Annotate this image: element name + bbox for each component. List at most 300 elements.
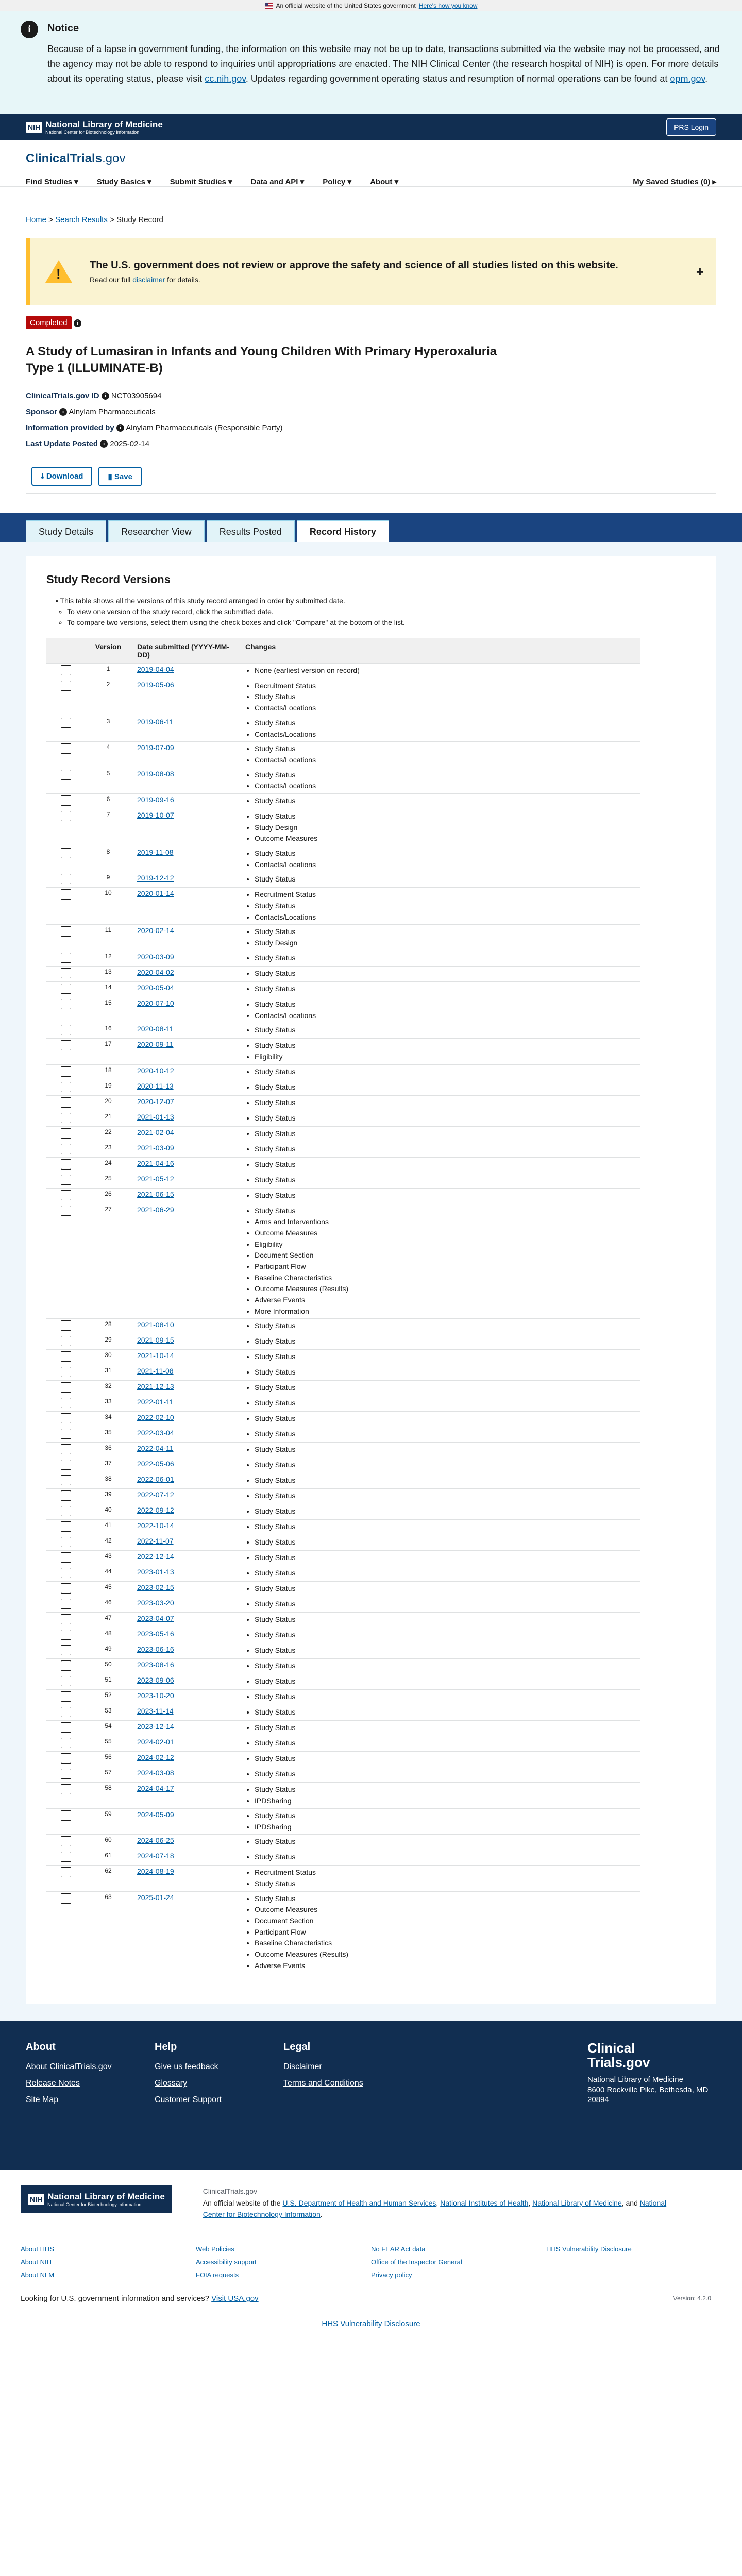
version-checkbox[interactable] xyxy=(61,1722,71,1733)
table-row xyxy=(46,1551,640,1566)
version-checkbox[interactable] xyxy=(61,1367,71,1377)
changes-list xyxy=(255,665,637,676)
table-row xyxy=(46,1427,640,1443)
table-row xyxy=(46,1319,640,1334)
version-checkbox[interactable] xyxy=(61,1784,71,1794)
footer-link-disclaimer[interactable]: Disclaimer xyxy=(283,2062,322,2072)
version-checkbox[interactable] xyxy=(61,1645,71,1655)
table-row xyxy=(46,1126,640,1142)
version-checkbox[interactable] xyxy=(61,1025,71,1035)
table-row xyxy=(46,1173,640,1188)
version-checkbox[interactable] xyxy=(61,1175,71,1185)
version-checkbox[interactable] xyxy=(61,874,71,884)
change-item: • Study Status xyxy=(255,1460,637,1471)
version-checkbox[interactable] xyxy=(61,795,71,806)
version-date-link[interactable]: 2024-05-09 xyxy=(137,1810,174,1819)
version-checkbox[interactable] xyxy=(61,1206,71,1216)
version-date-link[interactable]: 2020-07-10 xyxy=(137,998,174,1007)
study-id: NCT03905694 xyxy=(111,391,162,400)
version-date-link[interactable]: 2021-12-13 xyxy=(137,1382,174,1391)
version-date-link[interactable]: 2020-12-07 xyxy=(137,1097,174,1106)
nav-policy[interactable]: Policy ▾ xyxy=(323,178,352,187)
version-number: 14 xyxy=(82,981,134,997)
change-item: • Document Section xyxy=(255,1916,637,1927)
table-row xyxy=(46,1412,640,1427)
version-date-link[interactable]: 2020-04-02 xyxy=(137,968,174,976)
version-date-link[interactable]: 2022-11-07 xyxy=(137,1537,174,1546)
disclaimer-link[interactable]: disclaimer xyxy=(132,275,165,284)
footer-legal-heading: Legal xyxy=(283,2041,311,2053)
changes-list xyxy=(255,770,637,792)
changes-list xyxy=(255,1784,637,1806)
tab-study-details[interactable]: Study Details xyxy=(26,520,106,542)
version-number: 27 xyxy=(82,1204,134,1319)
footer-link-about[interactable]: About ClinicalTrials.gov xyxy=(26,2062,112,2072)
tab-researcher-view[interactable]: Researcher View xyxy=(108,520,205,542)
version-number: 61 xyxy=(82,1850,134,1866)
change-item: • Study Status xyxy=(255,1175,637,1186)
nav-data-api[interactable]: Data and API ▾ xyxy=(250,178,305,187)
version-date-link[interactable]: 2024-07-18 xyxy=(137,1852,174,1860)
version-checkbox[interactable] xyxy=(61,999,71,1009)
version-date-link[interactable]: 2021-08-10 xyxy=(137,1320,174,1329)
opm-link[interactable]: opm.gov xyxy=(670,73,705,84)
version-checkbox[interactable] xyxy=(61,1676,71,1686)
link-accessibility[interactable]: Accessibility support xyxy=(196,2258,257,2266)
version-date-link[interactable]: 2023-10-20 xyxy=(137,1691,174,1700)
status-info-icon[interactable]: i xyxy=(74,319,81,327)
change-item: • Study Status xyxy=(255,1159,637,1171)
notice-text-1: Because of a lapse in government funding, the information on this website may not be up to date, transactions submitted via the website may not be processed, and the agency may not be able to respond to inquiries until appropriations are enacted. The NIH Clinical Center (the research hospital of NIH) is open. For more details about its operating status, please visit xyxy=(47,44,720,84)
version-checkbox[interactable] xyxy=(61,1614,71,1624)
table-row xyxy=(46,1597,640,1613)
version-checkbox[interactable] xyxy=(61,1852,71,1862)
change-item: • Study Status xyxy=(255,1113,637,1124)
version-date-link[interactable]: 2024-02-01 xyxy=(137,1738,174,1747)
bottom-vdp-link[interactable]: HHS Vulnerability Disclosure xyxy=(322,2319,420,2329)
id-info-icon[interactable]: i xyxy=(102,392,109,400)
version-date-link[interactable]: 2021-11-08 xyxy=(137,1367,174,1376)
version-checkbox[interactable] xyxy=(61,1128,71,1139)
version-checkbox[interactable] xyxy=(61,811,71,821)
version-checkbox[interactable] xyxy=(61,1351,71,1362)
link-about-nlm[interactable]: About NLM xyxy=(21,2270,55,2279)
version-date-link[interactable]: 2023-04-07 xyxy=(137,1614,174,1623)
changes-list xyxy=(255,1128,637,1140)
version-date-link[interactable]: 2024-04-17 xyxy=(137,1784,174,1793)
version-date-link[interactable]: 2023-09-06 xyxy=(137,1676,174,1685)
changes-list xyxy=(255,1614,637,1625)
version-number: 30 xyxy=(82,1350,134,1365)
version-checkbox[interactable] xyxy=(61,743,71,754)
version-date-link[interactable]: 2021-06-15 xyxy=(137,1190,174,1198)
footer-about-heading: About xyxy=(26,2041,56,2053)
version-checkbox[interactable] xyxy=(61,1066,71,1077)
version-date-link[interactable]: 2023-12-14 xyxy=(137,1722,174,1731)
table-row xyxy=(46,1866,640,1891)
version-checkbox[interactable] xyxy=(61,1490,71,1501)
version-checkbox[interactable] xyxy=(61,1568,71,1578)
changes-list xyxy=(255,1429,637,1440)
version-date-link[interactable]: 2021-06-29 xyxy=(137,1205,174,1214)
change-item: • More Information xyxy=(255,1306,637,1317)
change-item: • Study Status xyxy=(255,795,637,807)
warning-icon xyxy=(45,260,72,283)
change-item: • Study Status xyxy=(255,1810,637,1822)
change-item: • Outcome Measures (Results) xyxy=(255,1949,637,1960)
changes-list xyxy=(255,1552,637,1564)
table-row xyxy=(46,1705,640,1721)
change-item: • Participant Flow xyxy=(255,1261,637,1273)
version-date-link[interactable]: 2021-10-14 xyxy=(137,1351,174,1360)
version-number: 54 xyxy=(82,1721,134,1736)
hhs-link[interactable]: U.S. Department of Health and Human Services xyxy=(282,2198,436,2207)
clinicaltrials-logo[interactable] xyxy=(26,151,716,166)
change-item: • Outcome Measures xyxy=(255,1228,637,1239)
changes-list xyxy=(255,1753,637,1765)
version-checkbox[interactable] xyxy=(61,718,71,728)
nav-find-studies[interactable]: Find Studies ▾ xyxy=(26,178,78,187)
version-checkbox[interactable] xyxy=(61,1398,71,1408)
version-number: 5 xyxy=(82,768,134,793)
changes-list xyxy=(255,1583,637,1595)
expand-plus-icon[interactable]: + xyxy=(696,264,704,279)
change-item: • Study Status xyxy=(255,1583,637,1595)
link-hhs-vdp[interactable]: HHS Vulnerability Disclosure xyxy=(546,2245,632,2253)
table-row xyxy=(46,1674,640,1690)
version-checkbox[interactable] xyxy=(61,1460,71,1470)
version-checkbox[interactable] xyxy=(61,1769,71,1779)
nav-study-basics[interactable]: Study Basics ▾ xyxy=(96,178,151,187)
breadcrumb-search-results[interactable]: Search Results xyxy=(55,215,108,224)
link-web-policies[interactable]: Web Policies xyxy=(196,2245,234,2253)
change-item: • Study Status xyxy=(255,1206,637,1217)
tab-results-posted[interactable]: Results Posted xyxy=(207,520,295,542)
change-item: • Study Status xyxy=(255,1614,637,1625)
version-checkbox[interactable] xyxy=(61,1190,71,1200)
version-date-link[interactable]: 2020-05-04 xyxy=(137,983,174,992)
version-date-link[interactable]: 2020-10-12 xyxy=(137,1066,174,1075)
study-tabs xyxy=(0,513,742,542)
version-number: 40 xyxy=(82,1504,134,1520)
version-checkbox[interactable] xyxy=(61,968,71,978)
change-item: • Arms and Interventions xyxy=(255,1216,637,1228)
nlm-link[interactable]: National Library of Medicine xyxy=(532,2198,622,2207)
change-item: • Contacts/Locations xyxy=(255,1010,637,1022)
col-select xyxy=(46,638,82,664)
version-date-link[interactable]: 2024-06-25 xyxy=(137,1836,174,1845)
version-date-link[interactable]: 2019-12-12 xyxy=(137,874,174,883)
version-checkbox[interactable] xyxy=(61,1097,71,1108)
version-number: 63 xyxy=(82,1891,134,1973)
funding-notice xyxy=(0,11,742,114)
version-checkbox[interactable] xyxy=(61,1475,71,1485)
nav-submit-studies[interactable]: Submit Studies ▾ xyxy=(170,178,232,187)
version-number: 44 xyxy=(82,1566,134,1582)
footer-link-support[interactable]: Customer Support xyxy=(155,2095,222,2105)
version-date-link[interactable]: 2022-05-06 xyxy=(137,1460,174,1468)
cc-nih-link[interactable]: cc.nih.gov xyxy=(205,73,246,84)
version-checkbox[interactable] xyxy=(61,1413,71,1423)
version-date-link[interactable]: 2020-08-11 xyxy=(137,1025,174,1033)
table-row xyxy=(46,1080,640,1095)
version-checkbox[interactable] xyxy=(61,1082,71,1092)
version-number: 36 xyxy=(82,1443,134,1458)
version-date-link[interactable]: 2020-01-14 xyxy=(137,889,174,898)
version-checkbox[interactable] xyxy=(61,665,71,675)
version-date-link[interactable]: 2019-08-08 xyxy=(137,769,174,778)
change-item: • Study Status xyxy=(255,1097,637,1109)
gov-banner xyxy=(0,0,742,11)
change-item: • Participant Flow xyxy=(255,1927,637,1938)
table-row xyxy=(46,1039,640,1064)
version-checkbox[interactable] xyxy=(61,1691,71,1702)
version-checkbox[interactable] xyxy=(61,1893,71,1904)
changes-list xyxy=(255,1413,637,1425)
version-checkbox[interactable] xyxy=(61,953,71,963)
table-row xyxy=(46,1721,640,1736)
version-checkbox[interactable] xyxy=(61,1753,71,1764)
change-item: • Adverse Events xyxy=(255,1960,637,1972)
version-date-link[interactable]: 2022-03-04 xyxy=(137,1429,174,1437)
version-number: 24 xyxy=(82,1157,134,1173)
table-row xyxy=(46,1736,640,1752)
version-checkbox[interactable] xyxy=(61,1429,71,1439)
version-checkbox[interactable] xyxy=(61,1836,71,1846)
version-date-link[interactable]: 2022-02-10 xyxy=(137,1413,174,1422)
breadcrumb-home[interactable]: Home xyxy=(26,215,47,224)
version-checkbox[interactable] xyxy=(61,1583,71,1594)
changes-list xyxy=(255,1810,637,1833)
version-date-link[interactable]: 2023-05-16 xyxy=(137,1630,174,1638)
version-date-link[interactable]: 2024-08-19 xyxy=(137,1867,174,1876)
version-date-link[interactable]: 2019-10-07 xyxy=(137,810,174,819)
version-date-link[interactable]: 2022-06-01 xyxy=(137,1475,174,1484)
version-date-link[interactable]: 2019-11-08 xyxy=(137,848,174,857)
prs-login-button[interactable]: PRS Login xyxy=(666,118,716,136)
version-checkbox[interactable] xyxy=(61,1159,71,1170)
change-item: • IPDSharing xyxy=(255,1795,637,1807)
notice-body xyxy=(47,42,721,86)
change-item: • Adverse Events xyxy=(255,1295,637,1306)
version-date-link[interactable]: 2023-02-15 xyxy=(137,1583,174,1592)
versions-table xyxy=(46,638,640,1974)
link-no-fear[interactable]: No FEAR Act data xyxy=(371,2245,426,2253)
version-checkbox[interactable] xyxy=(61,681,71,691)
update-info-icon[interactable]: i xyxy=(100,440,108,448)
version-checkbox[interactable] xyxy=(61,1810,71,1821)
version-checkbox[interactable] xyxy=(61,1320,71,1331)
table-row xyxy=(46,1334,640,1350)
version-date-link[interactable]: 2021-02-04 xyxy=(137,1128,174,1137)
changes-list xyxy=(255,1722,637,1734)
version-date-link[interactable]: 2019-04-04 xyxy=(137,665,174,673)
version-checkbox[interactable] xyxy=(61,1382,71,1393)
agency-site: ClinicalTrials.gov xyxy=(203,2187,258,2196)
ncbi-link[interactable]: National Center for Biotechnology Information xyxy=(203,2198,667,2219)
version-date-link[interactable]: 2022-07-12 xyxy=(137,1490,174,1499)
version-checkbox[interactable] xyxy=(61,1506,71,1516)
changes-list xyxy=(255,795,637,807)
nlm-name: National Library of Medicine xyxy=(45,120,163,129)
change-item: • Outcome Measures xyxy=(255,1904,637,1916)
version-date-link[interactable]: 2020-11-13 xyxy=(137,1081,174,1090)
version-checkbox[interactable] xyxy=(61,770,71,780)
change-item: • Study Status xyxy=(255,848,637,859)
link-about-nih[interactable]: About NIH xyxy=(21,2258,52,2266)
version-date-link[interactable]: 2023-06-16 xyxy=(137,1645,174,1654)
change-item: • Study Status xyxy=(255,968,637,979)
version-date-link[interactable]: 2020-03-09 xyxy=(137,952,174,961)
table-row xyxy=(46,716,640,741)
footer-link-feedback[interactable]: Give us feedback xyxy=(155,2062,218,2072)
table-row xyxy=(46,1850,640,1866)
breadcrumb-current: Study Record xyxy=(116,215,163,224)
nav-about[interactable]: About ▾ xyxy=(370,178,399,187)
version-number: 9 xyxy=(82,872,134,888)
usa-gov-link[interactable]: Visit USA.gov xyxy=(211,2294,259,2303)
version-date-link[interactable]: 2024-03-08 xyxy=(137,1769,174,1777)
link-about-hhs[interactable]: About HHS xyxy=(21,2245,55,2253)
download-button[interactable]: ⤓ Download xyxy=(31,467,92,486)
version-checkbox[interactable] xyxy=(61,1336,71,1346)
version-date-link[interactable]: 2019-07-09 xyxy=(137,743,174,752)
version-checkbox[interactable] xyxy=(61,1738,71,1748)
version-number: 48 xyxy=(82,1628,134,1643)
change-item: • Study Status xyxy=(255,926,637,938)
version-checkbox[interactable] xyxy=(61,1599,71,1609)
col-date: Date submitted (YYYY-MM-DD) xyxy=(134,638,242,664)
version-number: 28 xyxy=(82,1319,134,1334)
version-date-link[interactable]: 2025-01-24 xyxy=(137,1893,174,1902)
version-checkbox[interactable] xyxy=(61,1630,71,1640)
version-date-link[interactable]: 2021-05-12 xyxy=(137,1174,174,1183)
table-row xyxy=(46,768,640,793)
version-date-link[interactable]: 2023-01-13 xyxy=(137,1568,174,1577)
changes-list xyxy=(255,1097,637,1109)
version-checkbox[interactable] xyxy=(61,1552,71,1563)
table-row xyxy=(46,1188,640,1204)
version-date-link[interactable]: 2023-03-20 xyxy=(137,1599,174,1607)
footer-link-release-notes[interactable]: Release Notes xyxy=(26,2079,80,2088)
version-number: 16 xyxy=(82,1023,134,1039)
footer-link-terms[interactable]: Terms and Conditions xyxy=(283,2079,363,2088)
footer-brand[interactable]: Clinical Trials.gov xyxy=(587,2040,650,2070)
version-checkbox[interactable] xyxy=(61,1537,71,1547)
change-item: • Study Status xyxy=(255,1836,637,1848)
version-date-link[interactable]: 2019-09-16 xyxy=(137,795,174,804)
version-number: 35 xyxy=(82,1427,134,1443)
version-number: 32 xyxy=(82,1381,134,1396)
change-item: • Study Status xyxy=(255,953,637,964)
version-number: 4 xyxy=(82,742,134,768)
nlm-logo[interactable] xyxy=(26,120,163,135)
nlm-header xyxy=(0,114,742,140)
link-oig[interactable]: Office of the Inspector General xyxy=(371,2258,462,2266)
version-date-link[interactable]: 2019-05-06 xyxy=(137,680,174,689)
version-checkbox[interactable] xyxy=(61,926,71,937)
version-date-link[interactable]: 2022-01-11 xyxy=(137,1398,174,1406)
change-item: • Study Status xyxy=(255,811,637,822)
table-row xyxy=(46,1535,640,1551)
versions-intro: • This table shows all the versions of this study record arranged in order by submitted date. ◦ To view one version of the study record, click the submitted date. ◦ To compare two versions, select them using the check boxes and click "Compare" at the bottom of the list. xyxy=(56,596,696,628)
version-checkbox[interactable] xyxy=(61,1113,71,1123)
version-number: 29 xyxy=(82,1334,134,1350)
version-checkbox[interactable] xyxy=(61,1707,71,1717)
version-checkbox[interactable] xyxy=(61,1144,71,1154)
change-item: • Study Status xyxy=(255,1351,637,1363)
version-checkbox[interactable] xyxy=(61,1660,71,1671)
footer-link-glossary[interactable]: Glossary xyxy=(155,2079,188,2088)
nih-link[interactable]: National Institutes of Health xyxy=(440,2198,529,2207)
version-date-link[interactable]: 2023-11-14 xyxy=(137,1707,174,1716)
provided-info-icon[interactable]: i xyxy=(116,424,124,432)
version-checkbox[interactable] xyxy=(61,889,71,900)
version-number: 17 xyxy=(82,1039,134,1064)
link-foia[interactable]: FOIA requests xyxy=(196,2270,239,2279)
changes-list xyxy=(255,811,637,844)
footer-legal xyxy=(283,2041,412,2153)
version-date-link[interactable]: 2022-09-12 xyxy=(137,1506,174,1515)
link-privacy[interactable]: Privacy policy xyxy=(371,2270,412,2279)
nlm-footer-logo[interactable] xyxy=(21,2185,172,2213)
change-item: • Study Status xyxy=(255,1025,637,1036)
version-checkbox[interactable] xyxy=(61,1040,71,1050)
change-item: • Study Status xyxy=(255,1429,637,1440)
version-checkbox[interactable] xyxy=(61,1867,71,1877)
version-date-link[interactable]: 2023-08-16 xyxy=(137,1660,174,1669)
version-checkbox[interactable] xyxy=(61,1521,71,1532)
version-date-link[interactable]: 2020-02-14 xyxy=(137,926,174,935)
changes-list xyxy=(255,953,637,964)
table-row xyxy=(46,1520,640,1535)
version-checkbox[interactable] xyxy=(61,848,71,858)
version-date-link[interactable]: 2021-01-13 xyxy=(137,1112,174,1121)
sponsor-info-icon[interactable]: i xyxy=(59,408,67,416)
table-row xyxy=(46,742,640,768)
change-item: • Study Status xyxy=(255,1040,637,1052)
change-item: • Study Status xyxy=(255,1878,637,1890)
version-number: 39 xyxy=(82,1489,134,1504)
version-date-link[interactable]: 2021-03-09 xyxy=(137,1143,174,1152)
saved-studies-link[interactable]: My Saved Studies (0) ▸ xyxy=(633,178,716,187)
version-date-link[interactable]: 2022-10-14 xyxy=(137,1521,174,1530)
table-row xyxy=(46,1396,640,1412)
version-date-link[interactable]: 2024-02-12 xyxy=(137,1753,174,1762)
version-checkbox[interactable] xyxy=(61,1444,71,1454)
footer-link-site-map[interactable]: Site Map xyxy=(26,2095,59,2105)
changes-list xyxy=(255,1645,637,1656)
version-checkbox[interactable] xyxy=(61,984,71,994)
gov-banner-link[interactable]: Here's how you know xyxy=(418,2,478,9)
tab-record-history[interactable]: Record History xyxy=(297,520,389,542)
version-date-link[interactable]: 2021-04-16 xyxy=(137,1159,174,1167)
notice-title: Notice xyxy=(47,23,79,34)
table-row xyxy=(46,981,640,997)
table-row xyxy=(46,1365,640,1381)
site-header xyxy=(0,140,742,187)
version-date-link[interactable]: 2021-09-15 xyxy=(137,1336,174,1345)
version-date-link[interactable]: 2019-06-11 xyxy=(137,717,174,726)
ncbi-footer-name: National Center for Biotechnology Information xyxy=(47,2202,142,2208)
change-item: • Study Status xyxy=(255,1367,637,1378)
save-button[interactable]: ▮ Save xyxy=(98,467,141,486)
version-date-link[interactable]: 2020-09-11 xyxy=(137,1040,174,1049)
last-update-row: Last Update Posted i 2025-02-14 xyxy=(26,439,150,448)
version-date-link[interactable]: 2022-04-11 xyxy=(137,1444,174,1453)
gov-banner-text: An official website of the United States government xyxy=(276,2,416,9)
version-date-link[interactable]: 2022-12-14 xyxy=(137,1552,174,1561)
